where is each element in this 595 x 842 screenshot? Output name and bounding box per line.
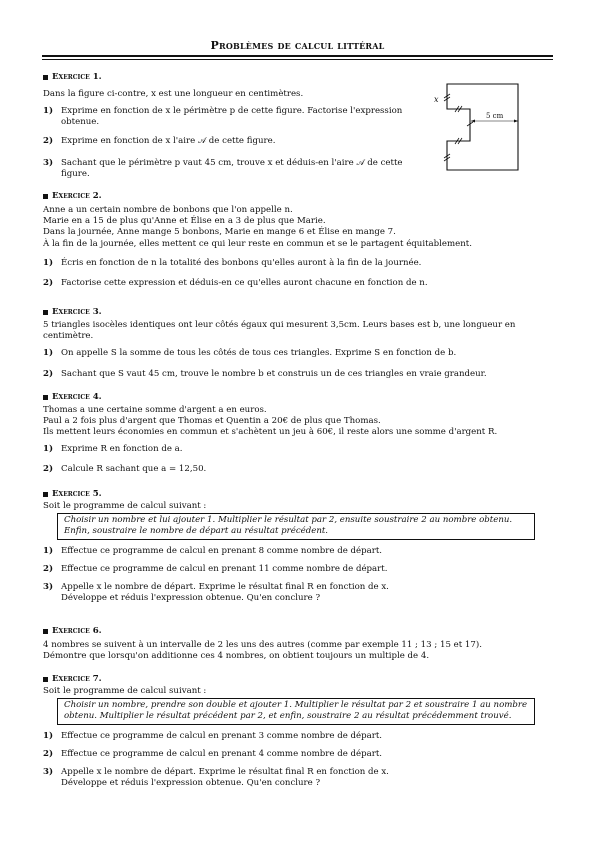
- exercise-3-heading: Exercice 3.: [43, 307, 553, 318]
- exercise-7-question-1: 1) Effectue ce programme de calcul en prenant 3 comme nombre de départ.: [43, 730, 383, 741]
- exercise-1-question-1: 1) Exprime en fonction de x le périmètre p de cette figure. Factorise l'expression obtenue.: [43, 106, 403, 128]
- exercise-2-heading: Exercice 2.: [43, 191, 553, 202]
- exercise-5-question-2: 2) Effectue ce programme de calcul en prenant 11 comme nombre de départ.: [43, 563, 388, 574]
- bullet-square-icon: [43, 395, 48, 400]
- exercise-4-line-3: Ils mettent leurs économies en commun et s'achètent un jeu à 60€, il reste alors une somme d'argent R.: [43, 427, 498, 438]
- exercise-5: [43, 489, 553, 604]
- exercise-2-question-2: 2) Factorise cette expression et déduis-en ce qu'elles auront chacune en fonction de n.: [43, 278, 428, 289]
- exercise-7-question-2: 2) Effectue ce programme de calcul en prenant 4 comme nombre de départ.: [43, 748, 383, 759]
- bullet-square-icon: [43, 677, 48, 682]
- exercise-7-heading: Exercice 7.: [43, 674, 553, 685]
- exercise-3-question-2: 2) Sachant que S vaut 45 cm, trouve le nombre b et construis un de ces triangles en vraie grandeur.: [43, 368, 487, 379]
- exercise-7-program-line-1: Choisir un nombre, prendre son double et ajouter 1. Multiplier le résultat par 2 et soustraire 1 au nombre: [64, 700, 528, 711]
- exercise-4-question-2: 2) Calcule R sachant que a = 12,50.: [43, 463, 207, 474]
- figure-label-x: x: [434, 95, 439, 104]
- exercise-3-question-1: 1) On appelle S la somme de tous les côtés de tous ces triangles. Exprime S en fonction de b.: [43, 348, 457, 359]
- exercise-7-program-box: [57, 698, 535, 724]
- exercise-5-heading: Exercice 5.: [43, 489, 553, 500]
- exercise-6-heading: Exercice 6.: [43, 626, 553, 637]
- exercise-3: [43, 307, 553, 380]
- exercise-4-line-2: Paul a 2 fois plus d'argent que Thomas et Quentin a 20€ de plus que Thomas.: [43, 416, 381, 427]
- exercise-7: [43, 674, 553, 789]
- exercise-5-question-3: 3) Appelle x le nombre de départ. Exprime le résultat final R en fonction de x. Développe et réduis l'expression obtenue. Qu'en conclure ?: [43, 582, 389, 604]
- exercise-5-program-box: [57, 513, 535, 539]
- exercise-1: [43, 72, 423, 180]
- exercise-2: [43, 191, 553, 289]
- exercise-7-intro: Soit le programme de calcul suivant :: [43, 686, 207, 696]
- exercise-4-line-1: Thomas a une certaine somme d'argent a en euros.: [43, 405, 267, 415]
- exercise-1-heading: Exercice 1.: [43, 72, 423, 83]
- exercise-2-line-1: Anne a un certain nombre de bonbons que l'on appelle n.: [43, 205, 293, 215]
- figure-label-5cm: 5 cm: [486, 112, 504, 120]
- bullet-square-icon: [43, 310, 48, 315]
- exercise-6-line-1: 4 nombres se suivent à un intervalle de 2 les uns des autres (comme par exemple 11 ; 13 ; 15 et 17).: [43, 640, 482, 650]
- exercise-5-program-line-2: Enfin, soustraire le nombre de départ au résultat précédent.: [64, 526, 329, 537]
- title-rule-thick: [42, 55, 553, 57]
- exercise-5-program-line-1: Choisir un nombre et lui ajouter 1. Multiplier le résultat par 2, ensuite soustraire 2 au nombre obtenu.: [64, 515, 513, 526]
- exercise-1-figure: [428, 80, 528, 176]
- exercise-2-question-1: 1) Écris en fonction de n la totalité des bonbons qu'elles auront à la fin de la journée.: [43, 257, 422, 268]
- exercise-1-question-2: 2) Exprime en fonction de x l'aire 𝒜 de cette figure.: [43, 135, 276, 146]
- exercise-3-intro: 5 triangles isocèles identiques ont leur côtés égaux qui mesurent 3,5cm. Leurs bases est b, une longueur en centimètre.: [43, 320, 516, 342]
- exercise-7-question-3: 3) Appelle x le nombre de départ. Exprime le résultat final R en fonction de x. Développe et réduis l'expression obtenue. Qu'en conclure ?: [43, 767, 389, 789]
- exercise-1-intro: Dans la figure ci-contre, x est une longueur en centimètres.: [43, 89, 304, 99]
- exercise-4-heading: Exercice 4.: [43, 392, 553, 403]
- exercise-4: [43, 392, 553, 475]
- exercise-7-program-line-2: obtenu. Multiplier le résultat précédent par 2, et enfin, soustraire 2 au résultat précédemment trouvé.: [64, 711, 512, 722]
- exercise-5-question-1: 1) Effectue ce programme de calcul en prenant 8 comme nombre de départ.: [43, 545, 383, 556]
- exercise-2-line-4: À la fin de la journée, elles mettent ce qui leur reste en commun et se le partagent équitablement.: [43, 238, 472, 249]
- bullet-square-icon: [43, 629, 48, 634]
- exercise-4-question-1: 1) Exprime R en fonction de a.: [43, 443, 183, 454]
- bullet-square-icon: [43, 492, 48, 497]
- page-title: Problèmes de calcul littéral: [210, 39, 385, 52]
- title-rule-thin: [42, 59, 553, 60]
- bullet-square-icon: [43, 75, 48, 80]
- exercise-5-intro: Soit le programme de calcul suivant :: [43, 501, 207, 511]
- exercise-2-line-3: Dans la journée, Anne mange 5 bonbons, Marie en mange 6 et Élise en mange 7.: [43, 227, 396, 238]
- exercise-1-question-3: 3) Sachant que le périmètre p vaut 45 cm, trouve x et déduis-en l'aire 𝒜 de cette figure.: [43, 157, 403, 180]
- exercise-2-line-2: Marie en a 15 de plus qu'Anne et Élise en a 3 de plus que Marie.: [43, 216, 326, 227]
- exercise-6: [43, 626, 553, 662]
- exercise-6-line-2: Démontre que lorsqu'on additionne ces 4 nombres, on obtient toujours un multiple de 4.: [43, 651, 430, 662]
- bullet-square-icon: [43, 194, 48, 199]
- dimension-arrow-right: [514, 120, 518, 123]
- figure-outline: [447, 84, 518, 170]
